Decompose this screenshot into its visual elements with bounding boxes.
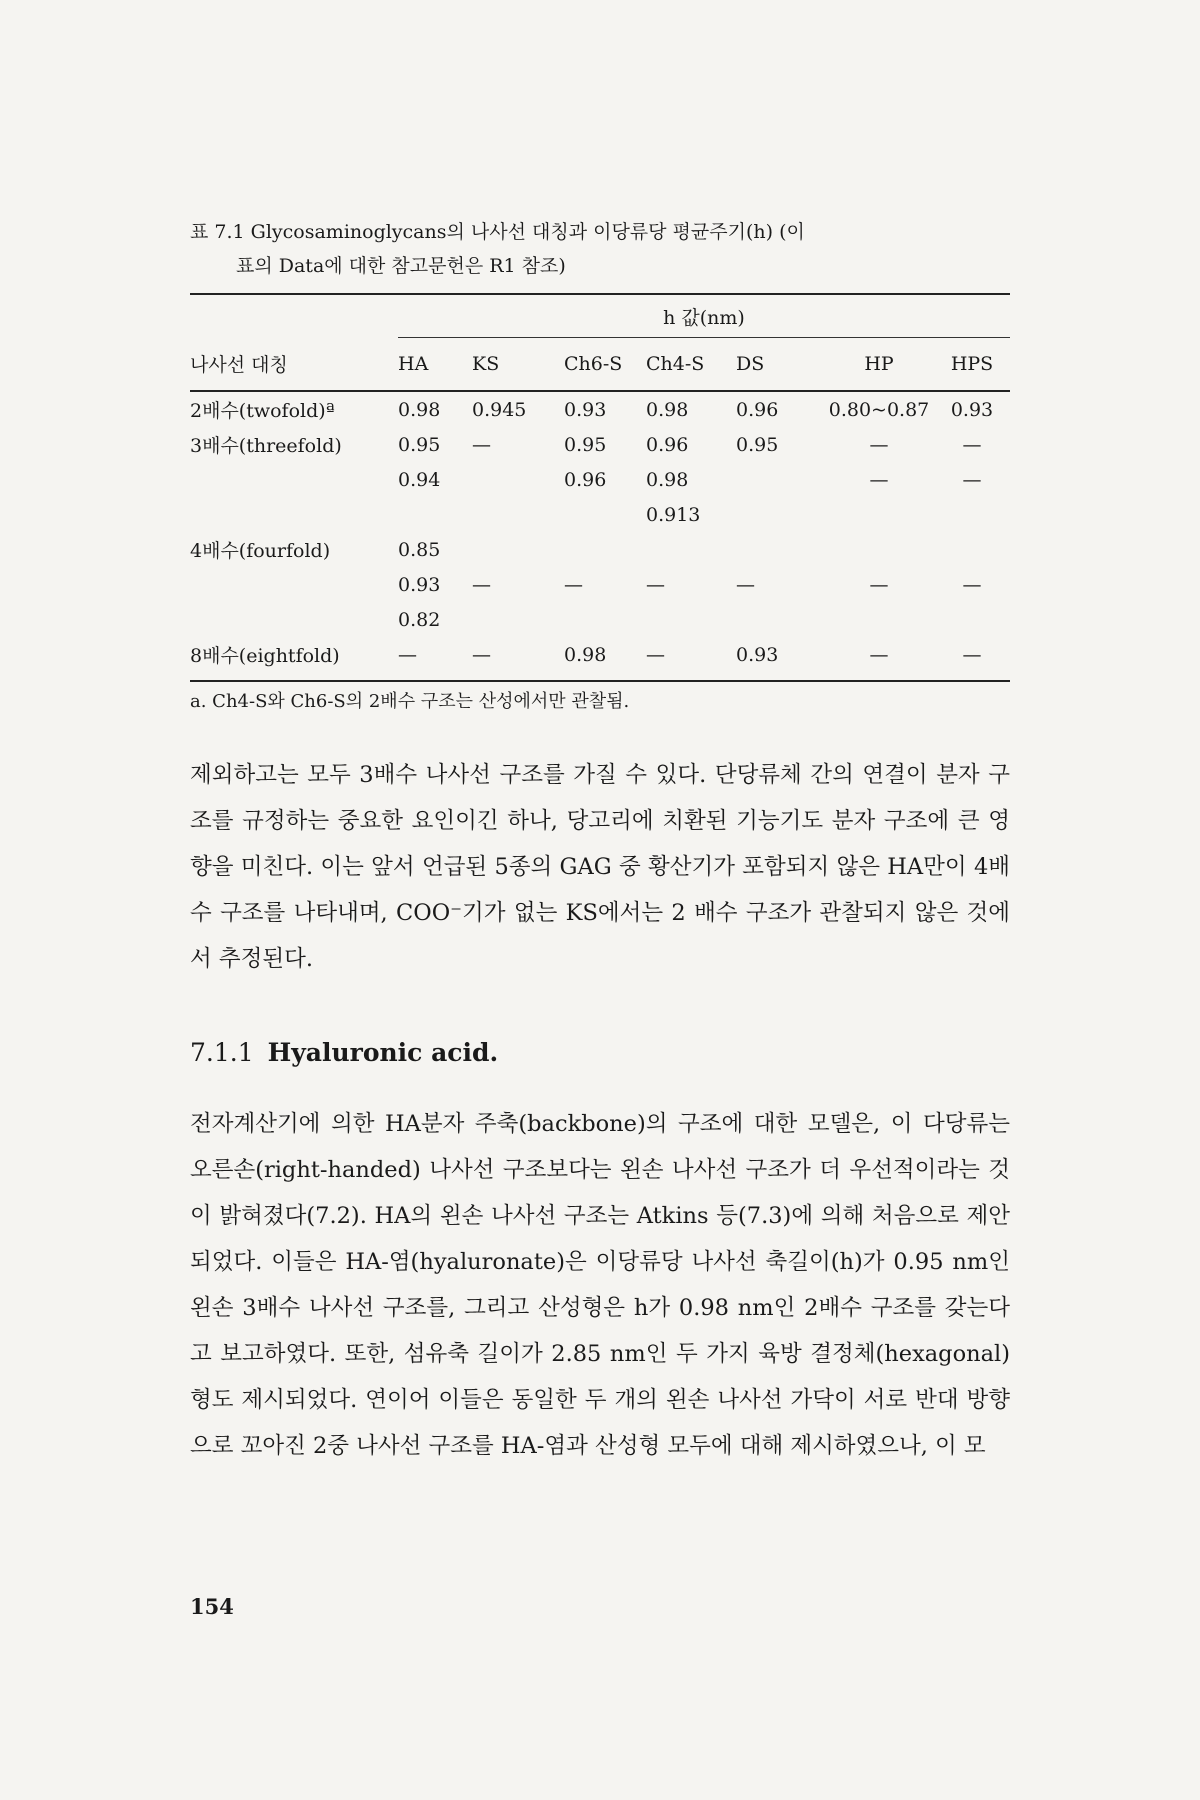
table-cell: — [869,573,889,596]
table-cell: 4배수(fourfold) [190,540,331,562]
table-cell [472,497,564,532]
table-cell [190,497,398,532]
table-cell [934,497,1010,532]
table-cell [934,532,1010,567]
section-title: Hyaluronic acid. [267,1038,499,1067]
table-cell: — [962,433,982,456]
table-cell: 0.95 [736,433,779,456]
table-cell: — [962,573,982,596]
table-cell: — [646,573,665,596]
table-cell [736,497,824,532]
caption-line-2: 표의 Data에 대한 참고문헌은 R1 참조) [236,255,566,277]
table-cell: 0.98 [646,398,689,421]
table-cell: 0.945 [472,398,527,421]
table-cell [824,532,934,567]
table-cell: 0.85 [398,538,441,561]
table-footnote: a. Ch4-S와 Ch6-S의 2배수 구조는 산성에서만 관찰됨. [190,680,1010,722]
table-cell: — [472,433,491,456]
table-cell [736,532,824,567]
table-cell [646,602,736,637]
table-cell [472,602,564,637]
table-cell: 8배수(eightfold) [190,645,340,667]
table-cell: — [869,468,889,491]
table-cell [824,602,934,637]
table-cell: 0.80~0.87 [828,398,930,421]
table-cell: 0.98 [646,468,689,491]
table-cell: 3배수(threefold) [190,435,342,457]
table-cell: — [564,573,583,596]
table-cell: 0.93 [398,573,441,596]
table-row [190,532,1010,567]
table-cell: 0.95 [398,433,441,456]
body-paragraph: 전자계산기에 의한 HA분자 주축(backbone)의 구조에 대한 모델은, 이 다당류는 오른손(right-handed) 나사선 구조보다는 왼손 나사선 구조가 더 우선적이라는 것이 밝혀졌다(7.2). HA의 왼손 나사선 구조는 Atkins 등(7.3)에 의해 처음으로 제안되었다. 이들은 HA-염(hyaluronate)은 이당류당 나사선 축길이(h)가 0.95 nm인 왼손 3배수 나사선 구조를, 그리고 산성형은 h가 0.98 nm인 2배수 구조를 갖는다고 보고하였다. 또한, 섬유축 길이가 2.85 nm인 두 가지 육방 결정체(hexagonal)형도 제시되었다. 연이어 이들은 동일한 두 개의 왼손 나사선 가닥이 서로 반대 방향으로 꼬아진 2중 나사선 구조를 HA-염과 산성형 모두에 대해 제시하였으나, 이 모 [190,1110,1010,1459]
table-cell: 2배수(twofold)ª [190,400,335,422]
table-cell: 0.96 [646,433,689,456]
column-header: 나사선 대칭 [190,354,288,377]
table-cell: — [646,643,665,666]
table-cell: — [472,643,491,666]
page-number: 154 [190,1594,234,1619]
table-cell [190,602,398,637]
table-cell [190,567,398,602]
table-cell: — [869,643,889,666]
table-cell: 0.95 [564,433,607,456]
table-cell: 0.96 [736,398,779,421]
table-cell [398,497,472,532]
table-cell: 0.82 [398,608,441,631]
table-cell: — [869,433,889,456]
table-cell [736,462,824,497]
table-cell: 0.93 [950,398,994,421]
table-cell [564,602,646,637]
table-cell [472,462,564,497]
column-header: HA [398,338,472,392]
section-number: 7.1.1 [190,1038,254,1067]
table-cell: 0.93 [736,643,779,666]
column-header: HPS [934,338,1010,392]
column-header: Ch6-S [564,338,646,392]
table-cell [824,497,934,532]
table-row [190,427,1010,462]
table-cell: 0.96 [564,468,607,491]
table-cell: 0.913 [646,503,701,526]
page-content [190,215,1010,1491]
column-header: DS [736,338,824,392]
table-cell: — [472,573,491,596]
column-header: HP [824,338,934,392]
table-cell: 0.94 [398,468,441,491]
table-cell [934,602,1010,637]
table-cell: 0.98 [398,398,441,421]
table-row [190,567,1010,602]
table-cell [190,462,398,497]
table-caption [190,215,1010,283]
caption-line-1: 표 7.1 Glycosaminoglycans의 나사선 대칭과 이당류당 평균주기(h) (이 [190,221,805,243]
table-cell: — [736,573,755,596]
table-row [190,637,1010,672]
table-cell: 0.93 [564,398,607,421]
table-cell: — [962,468,982,491]
table-cell [564,532,646,567]
helix-symmetry-table [190,293,1010,672]
column-header: Ch4-S [646,338,736,392]
column-header: KS [472,338,564,392]
table-cell [564,497,646,532]
table-row [190,497,1010,532]
table-cell [646,532,736,567]
section-heading [190,1028,1010,1078]
body-paragraph: 제외하고는 모두 3배수 나사선 구조를 가질 수 있다. 단당류체 간의 연결이 분자 구조를 규정하는 중요한 요인이긴 하나, 당고리에 치환된 기능기도 분자 구조에 큰 영향을 미친다. 이는 앞서 언급된 5종의 GAG 중 황산기가 포함되지 않은 HA만이 4배수 구조를 나타내며, COO⁻기가 없는 KS에서는 2 배수 구조가 관찰되지 않은 것에서 추정된다. [190,762,1010,972]
table-cell [736,602,824,637]
table-row [190,391,1010,427]
group-header: h 값(nm) [663,306,745,329]
table-row [190,462,1010,497]
table-cell: — [398,643,417,666]
table-cell [472,532,564,567]
table-row [190,602,1010,637]
table-cell: 0.98 [564,643,607,666]
table-cell: — [962,643,982,666]
